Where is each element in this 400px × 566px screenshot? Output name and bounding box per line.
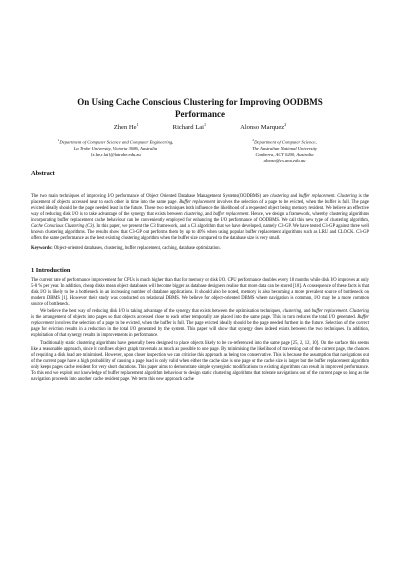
intro-paragraph-1: The current rate of performance improvement for CPUs is much higher than that for memory or disk I/O. CPU performance doubles every 18 months while disk I/O improves at only 5-8 % per year. In addition, cheap disks mean object databases will become bigger as database designers realise that more data can be stored [18]. A consequence of these facts is that disk I/O is likely to be a bottleneck in an increasing number of database applications. It should also be noted, memory is also becoming a more prevalent source of bottleneck on modern DBMS [1]. However their study was conducted on relational DBMS. We believe for object-oriented DBMS where navigation is common, I/O may be a more common source of bottleneck. [31,277,369,307]
intro-paragraph-3: Traditionally static clustering algorithms have generally been designed to place objects likely to be co-referenced into the same page [25, 2, 12, 10]. On the surface this seems like a reasonable approach, since it confines object graph traversals as much as possible to one page. By minimising the likelihood of traversing out of the current page, the chances of requiring a disk load are minimised. However, upon closer inspection we can criticise this approach as being too conservative. This is because the assumption that navigations out of the current page have a high probability of causing a page load is only valid when either the cache size is one page or the cache size is larger but the buffer replacement algorithm only keeps pages cache resident for very short durations. This paper aims to demonstrate simple synergistic modifications to existing algorithms can result in improved performance. To this end we exploit our knowledge of buffer replacement algorithm behaviour to design static clustering algorithms that tolerate navigations out of the current page so long as the navigation proceeds into another cache resident page. We term this new approach cache [31,340,369,383]
author: Zhen He$^1$ [113,122,139,132]
intro-paragraph-2: We believe the best way of reducing disk I/O is taking advantage of the synergy that exists between the optimisation techniques, clustering, and buffer replacement. Clustering is the arrangement of objects into pages so that objects accessed close to each other temporally are placed into the same page. This in turn reduces the total I/O generated. Buffer replacement involves the selection of a page to be evicted, when the buffer is full. The page evicted ideally should be the page needed furthest in the future. Selection of the correct page for eviction results in a reduction in the total I/O generated by the system. This paper will show that synergy does indeed exists between the two techniques. In addition, exploitation of that synergy results in improvements in performance. [31,309,369,339]
email: alonso@cs.anu.edu.au [263,157,306,163]
author: Alonso Marquez$^2$ [240,122,287,132]
author-list [31,122,369,131]
affiliations [31,137,369,164]
title-line-1: On Using Cache Conscious Clustering for Improving OODBMS [77,97,323,107]
email: {z.he,r.lai}@latrobe.edu.au [90,151,141,157]
abstract-heading: Abstract [31,169,55,177]
section-heading-introduction: 1 Introduction [31,266,71,274]
affiliation-1: $^1$Department of Computer Science and Computer Engineering, La Trobe University, Victoria 3086, Australia {z.he,r.lai}@latrobe.edu.au [31,137,200,164]
affiliation-2: $^2$Department of Computer Science, The Australian National University Canberra, ACT 0200, Australia alonso@cs.anu.edu.au [200,137,369,164]
author: Richard Lai$^1$ [172,122,207,132]
title-line-2: Performance [175,108,225,119]
abstract-text: The two main techniques of improving I/O performance of Object Oriented Database Management Systems(OODBMS) are clustering and buffer replacement. Clustering is the placement of objects accessed near to each other in time into the same page. Buffer replacement involves the selection of a page to be evicted, when the buffer is full. The page evicted ideally should be the page needed least in the future. These two techniques both influence the likelihood of a requested object being memory resident. We believe an effective way of reducing disk I/O is to take advantage of the synergy that exists between clustering, and buffer replacement. Hence, we design a framework, whereby clustering algorithms incorporating buffer replacement cache behaviour can be conveniently employed for enhancing the I/O performance of OODBMS. We call this new type of clustering algorithm, Cache Conscious Clustering (C3). In this paper, we present the C3 framework, and a C3 algorithm that we have developed, namely C3-GP. We have tested C3-GP against three well known clustering algorithms. The results show that C3-GP out performs them by up to 40% when using popular buffer replacement algorithms such as LRU and CLOCK. C3-GP offers the same performance as the best existing clustering algorithm when the buffer size compared to the database size is very small. [31,193,369,242]
keywords: Keywords: Object-oriented databases, clustering, buffer replacement, caching, database optimization. [31,246,221,252]
paper-title [31,97,369,120]
